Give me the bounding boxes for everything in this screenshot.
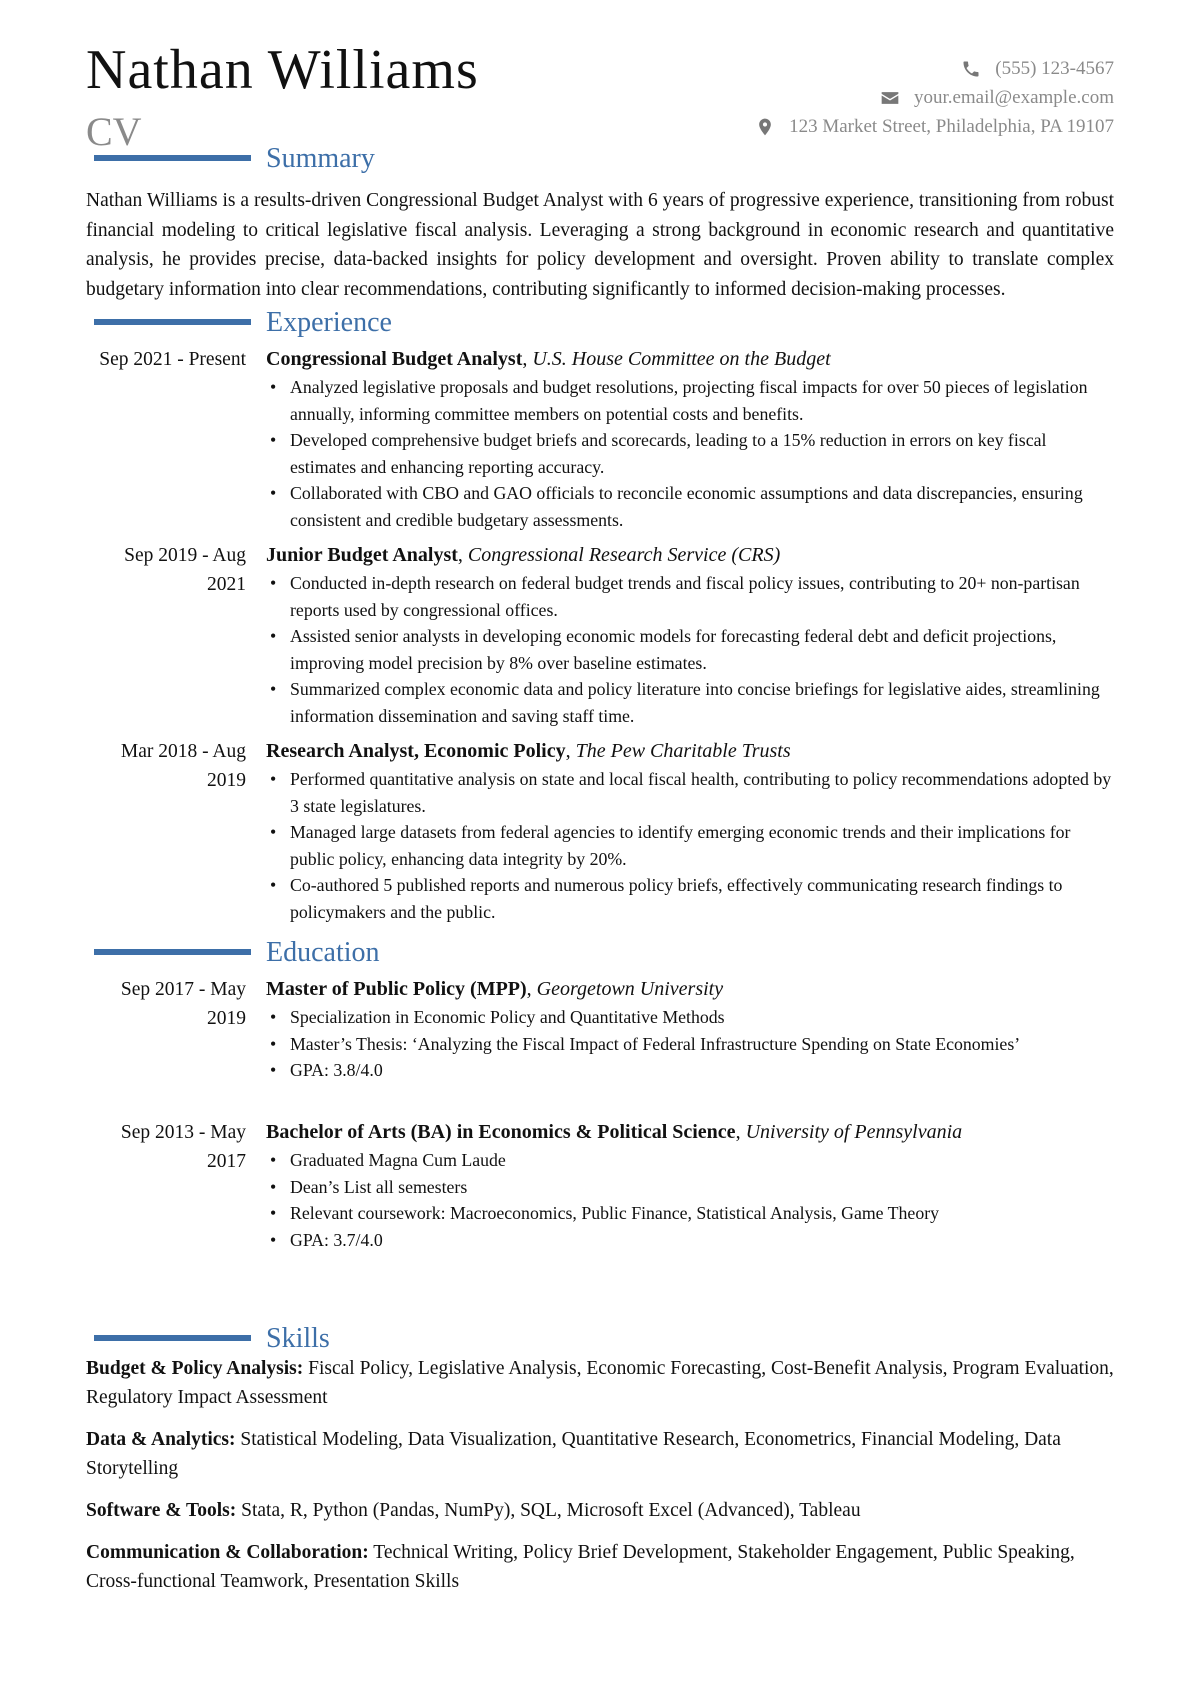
bullet-item: • Analyzed legislative proposals and budget resolutions, projecting fiscal impacts for over 50 pieces of legislation annually, informing committee members on potential costs and benefits. (266, 374, 1114, 427)
skill-category: Data & Analytics: (86, 1429, 236, 1450)
entry-bullets (266, 374, 1114, 533)
section-education-heading (86, 936, 1114, 970)
section-skills-heading (86, 1322, 1114, 1356)
skill-row (86, 1425, 1114, 1483)
section-rule (94, 949, 251, 955)
contact-phone (755, 54, 1114, 83)
contact-block (755, 54, 1114, 141)
summary-paragraph: Nathan Williams is a results-driven Congressional Budget Analyst with 6 years of progressive experience, transitioning from robust financial modeling to critical legislative fiscal analysis. Leveraging a strong background in economic research and quantitative analysis, he provides precise, data-backed insights for policy development and oversight. Proven ability to translate complex budgetary information into clear recommendations, contributing significantly to informed decision-making processes. (86, 190, 1114, 300)
entry-date: Sep 2021 - Present (99, 349, 246, 370)
skill-list: Stata, R, Python (Pandas, NumPy), SQL, Microsoft Excel (Advanced), Tableau (241, 1500, 861, 1521)
skill-row (86, 1354, 1114, 1412)
email-text[interactable]: your.email@example.com (913, 86, 1114, 108)
bullet-item: • Summarized complex economic data and policy literature into concise briefings for legislative aides, streamlining information dissemination and saving staff time. (266, 676, 1114, 729)
document-type: CV (86, 109, 142, 154)
entry-role: Junior Budget Analyst (266, 544, 458, 566)
bullet-item: • GPA: 3.7/4.0 (266, 1227, 1114, 1254)
entry-bullets (266, 1004, 1114, 1084)
bullet-item: • Dean’s List all semesters (266, 1174, 1114, 1201)
entry-degree: Master of Public Policy (MPP) (266, 978, 527, 1000)
section-summary-heading (86, 142, 1114, 176)
bullet-item: • Managed large datasets from federal agencies to identify emerging economic trends and their implications for public policy, enhancing data integrity by 20%. (266, 819, 1114, 872)
bullet-item: • Performed quantitative analysis on state and local fiscal health, contributing to policy recommendations adopted by 3 state legislatures. (266, 766, 1114, 819)
entry-organization: U.S. House Committee on the Budget (532, 348, 831, 370)
skill-list: Statistical Modeling, Data Visualization, Quantitative Research, Econometrics, Financial Modeling, Data Storytelling (86, 1429, 1061, 1479)
entry-organization: Congressional Research Service (CRS) (467, 544, 781, 566)
address-text: 123 Market Street, Philadelphia, PA 19107 (789, 115, 1114, 137)
section-title: Skills (266, 1323, 330, 1354)
bullet-item: • Collaborated with CBO and GAO officials to reconcile economic assumptions and data discrepancies, ensuring consistent and credible budgetary assessments. (266, 480, 1114, 533)
section-rule (94, 155, 251, 161)
map-pin-icon (755, 117, 775, 137)
entry-bullets (266, 570, 1114, 729)
section-title: Education (266, 937, 380, 968)
section-experience-heading (86, 306, 1114, 340)
phone-icon (961, 59, 981, 79)
entry-date: Sep 2013 - May 2017 (120, 1122, 246, 1172)
entry-degree: Bachelor of Arts (BA) in Economics & Political Science (266, 1121, 736, 1143)
entry-role: Research Analyst, Economic Policy (266, 740, 566, 762)
entry-date: Sep 2017 - May 2019 (120, 979, 246, 1029)
entry-date: Sep 2019 - Aug 2021 (124, 545, 246, 595)
contact-address (755, 112, 1114, 141)
entry-date: Mar 2018 - Aug 2019 (120, 741, 246, 791)
section-rule (94, 319, 251, 325)
section-rule (94, 1335, 251, 1341)
contact-email (755, 83, 1114, 112)
entry-bullets (266, 766, 1114, 925)
bullet-item: • Specialization in Economic Policy and Quantitative Methods (266, 1004, 1114, 1031)
skill-list: Technical Writing, Policy Brief Development, Stakeholder Engagement, Public Speaking, Cross-functional Teamwork, Presentation Skills (86, 1542, 1075, 1592)
phone-text[interactable]: (555) 123-4567 (995, 57, 1114, 79)
cv-page: Nathan Williams CV (555) 123-4567 your.email@example.com 123 Market Street, Philadelphia, PA 19107 Summary Nathan Williams is a results-driven Congressional Budget Analyst with 6 years of progressive experience, transitioning from robust financial modeling to critical legislative fiscal analysis. Leveraging a strong background in economic research and quantitative analysis, he provides precise, data-backed insights for policy development and oversight. Proven ability to translate complex budgetary information into clear recommendations, contributing significantly to informed decision-making processes. Experience Sep 2021 - Present Congressional Budget Analyst, U.S. House Committee on the Budget • Analyzed legislative proposals and budget resolutions, projecting fiscal impacts for over 50 pieces of legislation annually, informing committee members on potential costs and benefits. • Developed comprehensive budget briefs and scorecards, leading to a 15% reduction in errors on key fiscal estimates and enhancing reporting accuracy. • Collaborated with CBO and GAO officials to reconcile economic assumptions and data discrepancies, ensuring consistent and credible budgetary assessments. Sep 2019 - Aug 2021 Junior Budget Analyst, Congressional Research Service (CRS) • Conducted in-depth research on federal budget trends and fiscal policy issues, contributing to 20+ non-partisan reports used by congressional offices. • Assisted senior analysts in developing economic models for forecasting federal debt and deficit projections, improving model precision by 8% over baseline estimates. • Summarized complex economic data and policy literature into concise briefings for legislative aides, streamlining information dissemination and saving staff time. Mar 2018 - Aug 2019 Research Analyst, Economic Policy, The Pew Charitable Trusts • Performed quantitative analysis on state and local fiscal health, contributing to policy recommendations adopted by 3 state legislatures. • Managed large datasets from federal agencies to identify emerging economic trends and their implications for public policy, enhancing data integrity by 20%. • Co-authored 5 published reports and numerous policy briefs, effectively communicating research findings to policymakers and the public. Education Sep 2017 - May 2019 Master of Public Policy (MPP), Georgetown University • Specialization in Economic Policy and Quantitative Methods • Master’s Thesis: ‘Analyzing the Fiscal Impact of Federal Infrastructure Spending on State Economies’ • GPA: 3.8/4.0 Sep 2013 - May 2017 Bachelor of Arts (BA) in Economics & Political Science, University of Pennsylvania • Graduated Magna Cum Laude • Dean’s List all semesters • Relevant coursework: Macroeconomics, Public Finance, Statistical Analysis, Game Theory • GPA: 3.7/4.0 Skills Budget & Policy Analysis: Fiscal Policy, Legislative Analysis, Economic Forecasting, Cost-Benefit Analysis, Program Evaluation, Regulatory Impact Assessment Data & Analytics: Statistical Modeling, Data Visualization, Quantitative Research, Econometrics, Financial Modeling, Data Storytelling Software & Tools: Stata, R, Python (Pandas, NumPy), SQL, Microsoft Excel (Advanced), Tableau Communication & Collaboration: Technical Writing, Policy Brief Development, Stakeholder Engagement, Public Speaking, Cross-functional Teamwork, Presentation Skills (86, 0, 1114, 1683)
entry-institution: Georgetown University (536, 978, 724, 1000)
skill-category: Software & Tools: (86, 1500, 237, 1521)
bullet-item: • Master’s Thesis: ‘Analyzing the Fiscal Impact of Federal Infrastructure Spending on State Economies’ (266, 1031, 1114, 1058)
skill-list: Fiscal Policy, Legislative Analysis, Economic Forecasting, Cost-Benefit Analysis, Program Evaluation, Regulatory Impact Assessment (86, 1358, 1114, 1408)
bullet-item: • Graduated Magna Cum Laude (266, 1147, 1114, 1174)
skill-row (86, 1496, 1114, 1525)
section-title: Summary (266, 143, 375, 174)
skill-category: Communication & Collaboration: (86, 1542, 369, 1563)
bullet-item: • Relevant coursework: Macroeconomics, Public Finance, Statistical Analysis, Game Theory (266, 1200, 1114, 1227)
skill-row (86, 1538, 1114, 1596)
bullet-item: • Co-authored 5 published reports and numerous policy briefs, effectively communicating research findings to policymakers and the public. (266, 872, 1114, 925)
entry-institution: University of Pennsylvania (745, 1121, 963, 1143)
section-title: Experience (266, 307, 392, 338)
bullet-item: • GPA: 3.8/4.0 (266, 1057, 1114, 1084)
entry-organization: The Pew Charitable Trusts (575, 740, 791, 762)
bullet-item: • Conducted in-depth research on federal budget trends and fiscal policy issues, contributing to 20+ non-partisan reports used by congressional offices. (266, 570, 1114, 623)
entry-role: Congressional Budget Analyst (266, 348, 523, 370)
envelope-icon (880, 88, 900, 108)
entry-bullets (266, 1147, 1114, 1253)
skill-category: Budget & Policy Analysis: (86, 1358, 304, 1379)
person-name: Nathan Williams (86, 39, 479, 101)
bullet-item: • Assisted senior analysts in developing economic models for forecasting federal debt and deficit projections, improving model precision by 8% over baseline estimates. (266, 623, 1114, 676)
bullet-item: • Developed comprehensive budget briefs and scorecards, leading to a 15% reduction in errors on key fiscal estimates and enhancing reporting accuracy. (266, 427, 1114, 480)
